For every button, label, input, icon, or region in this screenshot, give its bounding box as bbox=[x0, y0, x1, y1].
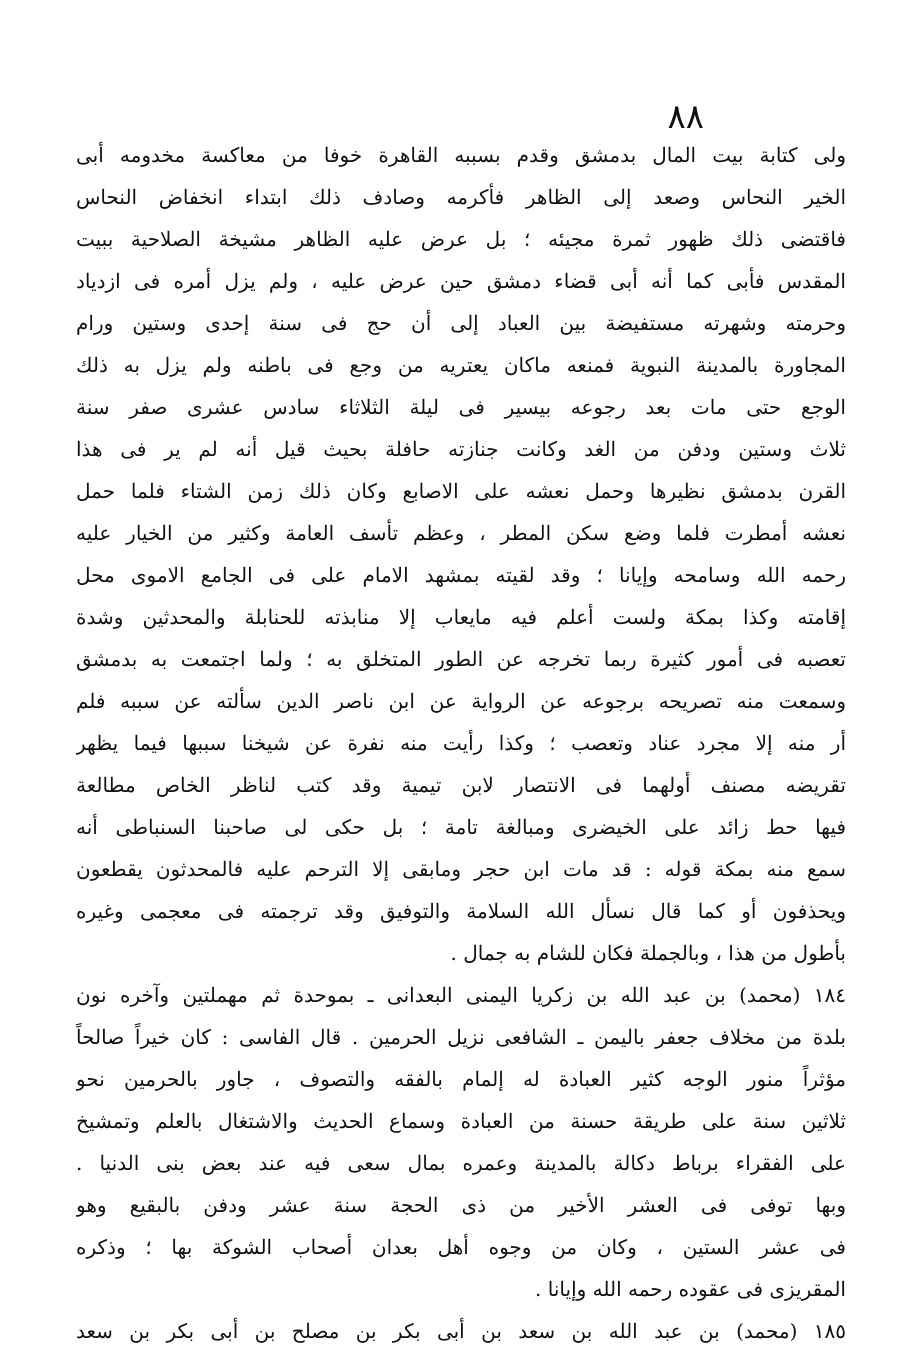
page-number: ٨٨ bbox=[667, 97, 704, 137]
text-line: المقدس فأبى كما أنه أبى قضاء دمشق حين عرض عليه ، ولم يزل أمره فى ازدياد bbox=[76, 269, 846, 293]
text-line: إقامته وكذا بمكة ولست أعلم فيه مايعاب إلا منابذته للحنابلة والمحدثين وشدة bbox=[76, 605, 846, 629]
text-line: المقريزى فى عقوده رحمه الله وإيانا . bbox=[535, 1277, 846, 1301]
text-line: القرن بدمشق نظيرها وحمل نعشه على الاصابع وكان ذلك زمن الشتاء فلما حمل bbox=[76, 479, 846, 503]
text-line: على الفقراء برباط دكالة بالمدينة وعمره بمال سعى فيه عند بعض بنى الدنيا . bbox=[76, 1151, 846, 1175]
text-body bbox=[76, 134, 846, 1352]
text-line: فاقتضى ذلك ظهور ثمرة مجيئه ؛ بل عرض عليه الظاهر مشيخة الصلاحية ببيت bbox=[76, 227, 846, 251]
text-line: نعشه أمطرت فلما وضع سكن المطر ، وعظم تأسف العامة وكثير من الخيار عليه bbox=[76, 521, 846, 545]
text-line: فى عشر الستين ، وكان من وجوه أهل بعدان أصحاب الشوكة بها ؛ وذكره bbox=[76, 1235, 846, 1259]
text-line: تعصبه فى أمور كثيرة ربما تخرجه عن الطور المتخلق به ؛ ولما اجتمعت به بدمشق bbox=[76, 647, 846, 671]
text-line: وسمعت منه تصريحه برجوعه عن الرواية عن ابن ناصر الدين سألته عن سببه فلم bbox=[76, 689, 846, 713]
text-line: ثلاثين سنة على طريقة حسنة من العبادة وسماع الحديث والاشتغال بالعلم وتمشيخ bbox=[76, 1109, 846, 1133]
text-line: الخير النحاس وصعد إلى الظاهر فأكرمه وصادف ذلك ابتداء انخفاض النحاس bbox=[76, 185, 846, 209]
text-line: ويحذفون أو كما قال نسأل الله السلامة والتوفيق وقد ترجمته فى معجمى وغيره bbox=[76, 899, 846, 923]
text-line: ثلاث وستين ودفن من الغد وكانت جنازته حافلة بحيث قيل أنه لم ير فى هذا bbox=[76, 437, 846, 461]
text-line: تقريضه مصنف أولهما فى الانتصار لابن تيمية وقد كتب لناظر الخاص مطالعة bbox=[76, 773, 846, 797]
text-line: مؤثراً منور الوجه كثير العبادة له إلمام بالفقه والتصوف ، جاور بالحرمين نحو bbox=[76, 1067, 846, 1091]
entry-184-line: ١٨٤ (محمد) بن عبد الله بن زكريا اليمنى البعدانى ـ بموحدة ثم مهملتين وآخره نون bbox=[76, 983, 846, 1007]
text-line: بأطول من هذا ، وبالجملة فكان للشام به جمال . bbox=[450, 941, 846, 965]
text-line: فيها حط زائد على الخيضرى ومبالغة تامة ؛ بل حكى لى صاحبنا السنباطى أنه bbox=[76, 815, 846, 839]
text-line: المجاورة بالمدينة النبوية فمنعه ماكان يعتريه من وجع فى باطنه ولم يزل به ذلك bbox=[76, 353, 846, 377]
text-line: بلدة من مخلاف جعفر باليمن ـ الشافعى نزيل الحرمين . قال الفاسى : كان خيراً صالحاً bbox=[76, 1025, 846, 1049]
text-line: رحمه الله وسامحه وإيانا ؛ وقد لقيته بمشهد الامام على فى الجامع الاموى محل bbox=[76, 563, 846, 587]
entry-185-line: ١٨٥ (محمد) بن عبد الله بن سعد بن أبى بكر بن مصلح بن أبى بكر بن سعد bbox=[76, 1319, 846, 1343]
text-line: أر منه إلا مجرد عناد وتعصب ؛ وكذا رأيت منه نفرة عن شيخنا سببها فيما يظهر bbox=[76, 731, 846, 755]
text-line: وحرمته وشهرته مستفيضة بين العباد إلى أن حج فى سنة إحدى وستين ورام bbox=[76, 311, 846, 335]
text-line: وبها توفى فى العشر الأخير من ذى الحجة سنة عشر ودفن بالبقيع وهو bbox=[76, 1193, 846, 1217]
text-line: سمع منه بمكة قوله : قد مات ابن حجر ومابقى إلا الترحم عليه فالمحدثون يقطعون bbox=[76, 857, 846, 881]
text-line: الوجع حتى مات بعد رجوعه بيسير فى ليلة الثلاثاء سادس عشرى صفر سنة bbox=[76, 395, 846, 419]
text-line: ولى كتابة بيت المال بدمشق وقدم بسببه القاهرة خوفا من معاكسة مخدومه أبى bbox=[76, 143, 846, 167]
